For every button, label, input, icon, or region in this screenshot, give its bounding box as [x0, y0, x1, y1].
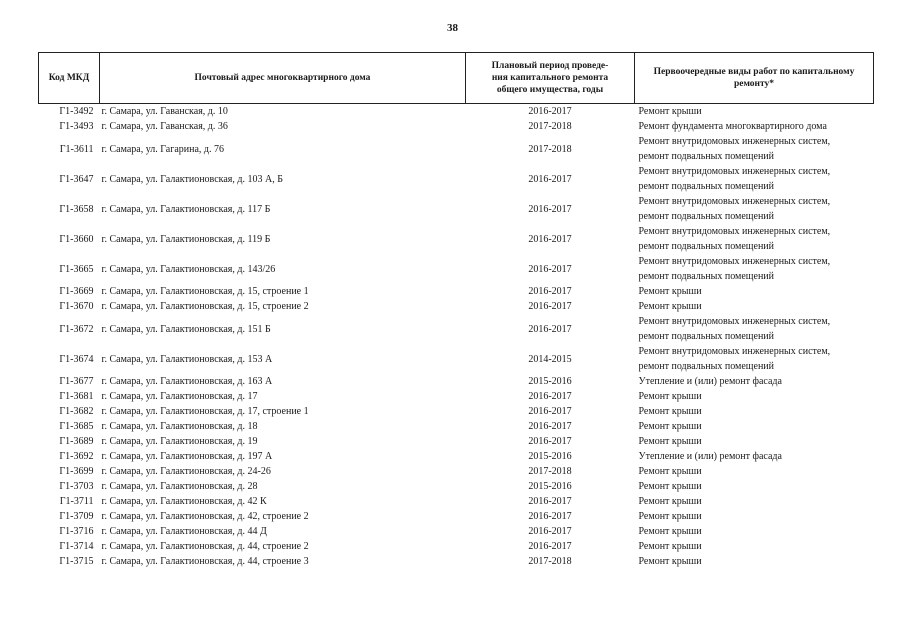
cell-code: Г1-3493: [59, 121, 94, 132]
cell-code: Г1-3699: [59, 466, 94, 477]
table-row: [39, 419, 874, 434]
mkd-repair-table: [38, 52, 874, 569]
cell-address: г. Самара, ул. Гаванская, д. 10: [101, 106, 228, 117]
cell-period: 2016-2017: [528, 406, 572, 417]
cell-code: Г1-3682: [59, 406, 94, 417]
table-row: [39, 299, 874, 314]
cell-address: г. Самара, ул. Галактионовская, д. 103 А, Б: [101, 173, 283, 185]
cell-works: Ремонт крыши: [638, 556, 702, 567]
cell-works: Ремонт крыши: [638, 286, 702, 297]
cell-code: Г1-3674: [59, 353, 94, 365]
cell-period: 2014-2015: [528, 353, 572, 365]
cell-period: 2016-2017: [528, 391, 572, 402]
cell-works: Утепление и (или) ремонт фасада: [638, 376, 782, 387]
table-row: [39, 194, 874, 224]
cell-code: Г1-3492: [59, 106, 94, 117]
cell-address: г. Самара, ул. Галактионовская, д. 24-26: [101, 466, 271, 477]
table-row: [39, 284, 874, 299]
cell-address: г. Самара, ул. Галактионовская, д. 28: [101, 481, 258, 492]
table-row: [39, 314, 874, 344]
cell-works: Ремонт крыши: [638, 106, 702, 117]
table-row: [39, 404, 874, 419]
cell-address: г. Самара, ул. Галактионовская, д. 163 А: [101, 376, 273, 387]
cell-period: 2016-2017: [528, 301, 572, 312]
cell-period: 2017-2018: [528, 466, 572, 477]
cell-period: 2016-2017: [528, 323, 572, 335]
table-row: [39, 464, 874, 479]
cell-works: Ремонт внутридомовых инженерных систем, ремонт подвальных помещений: [638, 136, 831, 162]
cell-works: Ремонт внутридомовых инженерных систем, ремонт подвальных помещений: [638, 316, 831, 342]
header-address: Почтовый адрес многоквартирного дома: [100, 53, 466, 104]
cell-address: г. Самара, ул. Галактионовская, д. 15, строение 1: [101, 286, 309, 297]
cell-address: г. Самара, ул. Галактионовская, д. 17: [101, 391, 258, 402]
cell-period: 2016-2017: [528, 421, 572, 432]
cell-code: Г1-3669: [59, 286, 94, 297]
cell-address: г. Самара, ул. Галактионовская, д. 143/26: [101, 263, 276, 275]
table-row: [39, 539, 874, 554]
cell-period: 2016-2017: [528, 173, 572, 185]
cell-code: Г1-3611: [59, 143, 94, 155]
cell-address: г. Самара, ул. Галактионовская, д. 19: [101, 436, 258, 447]
cell-code: Г1-3670: [59, 301, 94, 312]
cell-works: Ремонт внутридомовых инженерных систем, ремонт подвальных помещений: [638, 196, 831, 222]
cell-works: Ремонт крыши: [638, 466, 702, 477]
cell-address: г. Самара, ул. Галактионовская, д. 44, строение 2: [101, 541, 309, 552]
cell-period: 2016-2017: [528, 541, 572, 552]
cell-address: г. Самара, ул. Галактионовская, д. 119 Б: [101, 233, 271, 245]
cell-works: Утепление и (или) ремонт фасада: [638, 451, 782, 462]
cell-works: Ремонт фундамента многоквартирного дома: [638, 121, 827, 132]
cell-works: Ремонт внутридомовых инженерных систем, ремонт подвальных помещений: [638, 226, 831, 252]
cell-code: Г1-3660: [59, 233, 94, 245]
cell-address: г. Самара, ул. Галактионовская, д. 44 Д: [101, 526, 267, 537]
cell-code: Г1-3689: [59, 436, 94, 447]
cell-works: Ремонт внутридомовых инженерных систем, ремонт подвальных помещений: [638, 166, 831, 192]
cell-period: 2016-2017: [528, 286, 572, 297]
cell-period: 2016-2017: [528, 263, 572, 275]
page-number: 38: [447, 22, 458, 34]
table-row: [39, 494, 874, 509]
cell-code: Г1-3714: [59, 541, 94, 552]
table-body: [39, 104, 874, 570]
header-period: Плановый период проведе- ния капитального ремонта общего имущества, годы: [466, 53, 635, 104]
cell-code: Г1-3692: [59, 451, 94, 462]
cell-period: 2016-2017: [528, 106, 572, 117]
cell-works: Ремонт крыши: [638, 526, 702, 537]
table-row: [39, 344, 874, 374]
cell-works: Ремонт крыши: [638, 541, 702, 552]
cell-address: г. Самара, ул. Галактионовская, д. 17, строение 1: [101, 406, 309, 417]
cell-period: 2015-2016: [528, 481, 572, 492]
table-row: [39, 134, 874, 164]
cell-code: Г1-3658: [59, 203, 94, 215]
cell-code: Г1-3647: [59, 173, 94, 185]
table-row: [39, 449, 874, 464]
header-code: Код МКД: [39, 53, 100, 104]
cell-code: Г1-3711: [59, 496, 94, 507]
cell-code: Г1-3709: [59, 511, 94, 522]
cell-works: Ремонт крыши: [638, 511, 702, 522]
cell-address: г. Самара, ул. Галактионовская, д. 18: [101, 421, 258, 432]
cell-address: г. Самара, ул. Галактионовская, д. 15, строение 2: [101, 301, 309, 312]
table-row: [39, 479, 874, 494]
table-row: [39, 254, 874, 284]
cell-period: 2017-2018: [528, 143, 572, 155]
cell-works: Ремонт внутридомовых инженерных систем, ремонт подвальных помещений: [638, 256, 831, 282]
cell-period: 2016-2017: [528, 436, 572, 447]
cell-code: Г1-3685: [59, 421, 94, 432]
cell-code: Г1-3665: [59, 263, 94, 275]
table-row: [39, 119, 874, 134]
cell-address: г. Самара, ул. Гагарина, д. 76: [101, 143, 225, 155]
header-works: Первоочередные виды работ по капитальному ремонту*: [635, 53, 874, 104]
cell-period: 2015-2016: [528, 451, 572, 462]
cell-period: 2016-2017: [528, 233, 572, 245]
cell-code: Г1-3703: [59, 481, 94, 492]
cell-period: 2015-2016: [528, 376, 572, 387]
cell-period: 2016-2017: [528, 526, 572, 537]
cell-address: г. Самара, ул. Галактионовская, д. 197 А: [101, 451, 273, 462]
cell-works: Ремонт крыши: [638, 421, 702, 432]
cell-address: г. Самара, ул. Галактионовская, д. 151 Б: [101, 323, 271, 335]
cell-works: Ремонт крыши: [638, 406, 702, 417]
cell-code: Г1-3715: [59, 556, 94, 567]
cell-code: Г1-3716: [59, 526, 94, 537]
table-row: [39, 524, 874, 539]
cell-address: г. Самара, ул. Галактионовская, д. 42 К: [101, 496, 267, 507]
table-header: [39, 53, 874, 104]
cell-period: 2017-2018: [528, 121, 572, 132]
cell-works: Ремонт внутридомовых инженерных систем, ремонт подвальных помещений: [638, 346, 831, 372]
cell-period: 2016-2017: [528, 511, 572, 522]
cell-address: г. Самара, ул. Галактионовская, д. 42, строение 2: [101, 511, 309, 522]
table-row: [39, 164, 874, 194]
table-row: [39, 374, 874, 389]
cell-address: г. Самара, ул. Галактионовская, д. 153 А: [101, 353, 273, 365]
cell-address: г. Самара, ул. Гаванская, д. 36: [101, 121, 228, 132]
cell-works: Ремонт крыши: [638, 436, 702, 447]
cell-code: Г1-3677: [59, 376, 94, 387]
cell-period: 2017-2018: [528, 556, 572, 567]
table-row: [39, 389, 874, 404]
table-row: [39, 554, 874, 569]
cell-period: 2016-2017: [528, 496, 572, 507]
cell-code: Г1-3681: [59, 391, 94, 402]
cell-works: Ремонт крыши: [638, 481, 702, 492]
cell-works: Ремонт крыши: [638, 496, 702, 507]
cell-period: 2016-2017: [528, 203, 572, 215]
cell-works: Ремонт крыши: [638, 391, 702, 402]
cell-works: Ремонт крыши: [638, 301, 702, 312]
table-row: [39, 224, 874, 254]
cell-address: г. Самара, ул. Галактионовская, д. 117 Б: [101, 203, 271, 215]
table-row: [39, 104, 874, 120]
cell-address: г. Самара, ул. Галактионовская, д. 44, строение 3: [101, 556, 309, 567]
table-row: [39, 509, 874, 524]
table-row: [39, 434, 874, 449]
cell-code: Г1-3672: [59, 323, 94, 335]
